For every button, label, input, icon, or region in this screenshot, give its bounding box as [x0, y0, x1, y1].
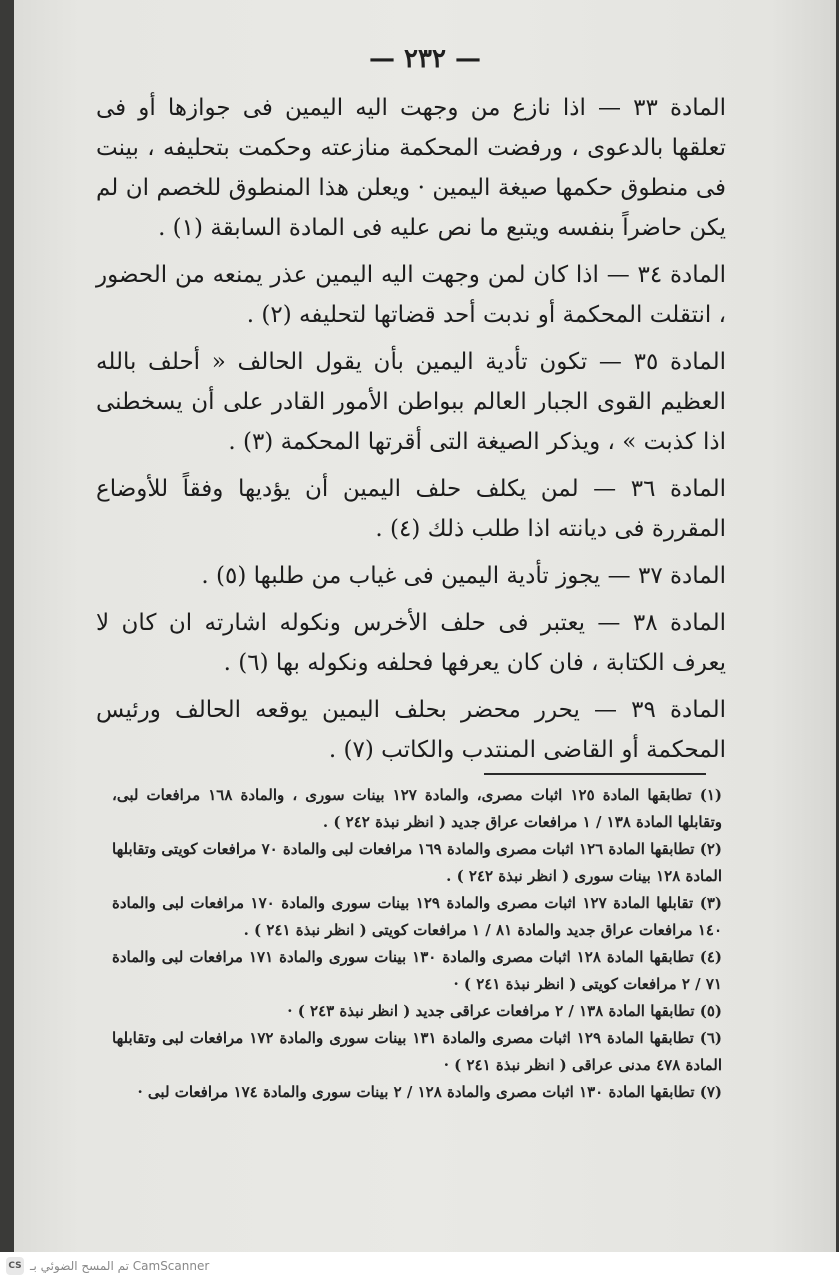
footnote-2: (٢) تطابقها المادة ١٢٦ اثبات مصرى والمادة ١٦٩ مرافعات لبى والمادة ٧٠ مرافعات كويتى وتقابلها المادة ١٢٨ بينات سورى ( انظر نبذة ٢٤٢ ) .	[112, 840, 722, 885]
footnote-6: (٦) تطابقها المادة ١٢٩ اثبات مصرى والمادة ١٣١ بينات سورى والمادة ١٧٢ مرافعات لبى وتقابلها المادة ٤٧٨ مدنى عراقى ( انظر نبذة ٢٤١ ) ·	[112, 1029, 723, 1074]
footnote-3: (٣) تقابلها المادة ١٢٧ اثبات مصرى والمادة ١٢٩ بينات سورى والمادة ١٧٠ مرافعات لبى والمادة ١٤٠ مرافعات عراق جديد والمادة ٨١ / ١ مرافعات كويتى ( انظر نبذة ٢٤١ ) .	[112, 894, 722, 939]
camscanner-watermark-bar	[0, 1252, 839, 1280]
article-39: المادة ٣٩ — يحرر محضر بحلف اليمين يوقعه الحالف ورئيس المحكمة أو القاضى المنتدب والكاتب (٧) .	[96, 697, 726, 763]
article-37: المادة ٣٧ — يجوز تأدية اليمين فى غياب من طلبها (٥) .	[201, 563, 726, 589]
footnote-7: (٧) تطابقها المادة ١٣٠ اثبات مصرى والمادة ١٢٨ / ٢ بينات سورى والمادة ١٧٤ مرافعات لبى ·	[137, 1083, 722, 1101]
footnote-4: (٤) تطابقها المادة ١٢٨ اثبات مصرى والمادة ١٣٠ بينات سورى والمادة ١٧١ مرافعات لبى والمادة ٧١ / ٢ مرافعات كويتى ( انظر نبذة ٢٤١ ) ·	[112, 948, 722, 993]
footnote-5: (٥) تطابقها المادة ١٣٨ / ٢ مرافعات عراقى جديد ( انظر نبذة ٢٤٣ ) ·	[287, 1002, 722, 1020]
camscanner-watermark-text: تم المسح الضوئي بـ CamScanner	[30, 1259, 210, 1273]
page-number: — ٢٣٢ —	[368, 44, 482, 74]
article-38: المادة ٣٨ — يعتبر فى حلف الأخرس ونكوله اشارته ان كان لا يعرف الكتابة ، فان كان يعرفها فحلفه ونكوله بها (٦) .	[96, 610, 726, 676]
article-33: المادة ٣٣ — اذا نازع من وجهت اليه اليمين فى جوازها أو فى تعلقها بالدعوى ، ورفضت المحكمة منازعته وحكمت بتحليفه ، بينت فى منطوق حكمها صيغة اليمين · ويعلن هذا المنطوق للخصم ان لم يكن حاضراً بنفسه ويتبع ما نص عليه فى المادة السابقة (١) .	[96, 95, 726, 241]
camscanner-logo-icon: CS	[6, 1257, 24, 1275]
article-34: المادة ٣٤ — اذا كان لمن وجهت اليه اليمين عذر يمنعه من الحضور ، انتقلت المحكمة أو ندبت أحد قضاتها لتحليفه (٢) .	[96, 262, 726, 328]
footnote-separator	[484, 773, 706, 775]
book-page	[14, 0, 836, 1252]
article-35: المادة ٣٥ — تكون تأدية اليمين بأن يقول الحالف « أحلف بالله العظيم القوى الجبار العالم ببواطن الأمور القادر على أن يسخطنى اذا كذبت » ، ويذكر الصيغة التى أقرتها المحكمة (٣) .	[96, 349, 727, 455]
footnotes-section	[112, 782, 722, 1106]
articles-section	[96, 88, 726, 777]
article-36: المادة ٣٦ — لمن يكلف حلف اليمين أن يؤديها وفقاً للأوضاع المقررة فى ديانته اذا طلب ذلك (٤) .	[96, 476, 726, 542]
footnote-1: (١) تطابقها المادة ١٢٥ اثبات مصرى، والمادة ١٢٧ بينات سورى ، والمادة ١٦٨ مرافعات لبى، وتقابلها المادة ١٣٨ / ١ مرافعات عراق جديد ( انظر نبذة ٢٤٢ ) .	[112, 786, 722, 831]
